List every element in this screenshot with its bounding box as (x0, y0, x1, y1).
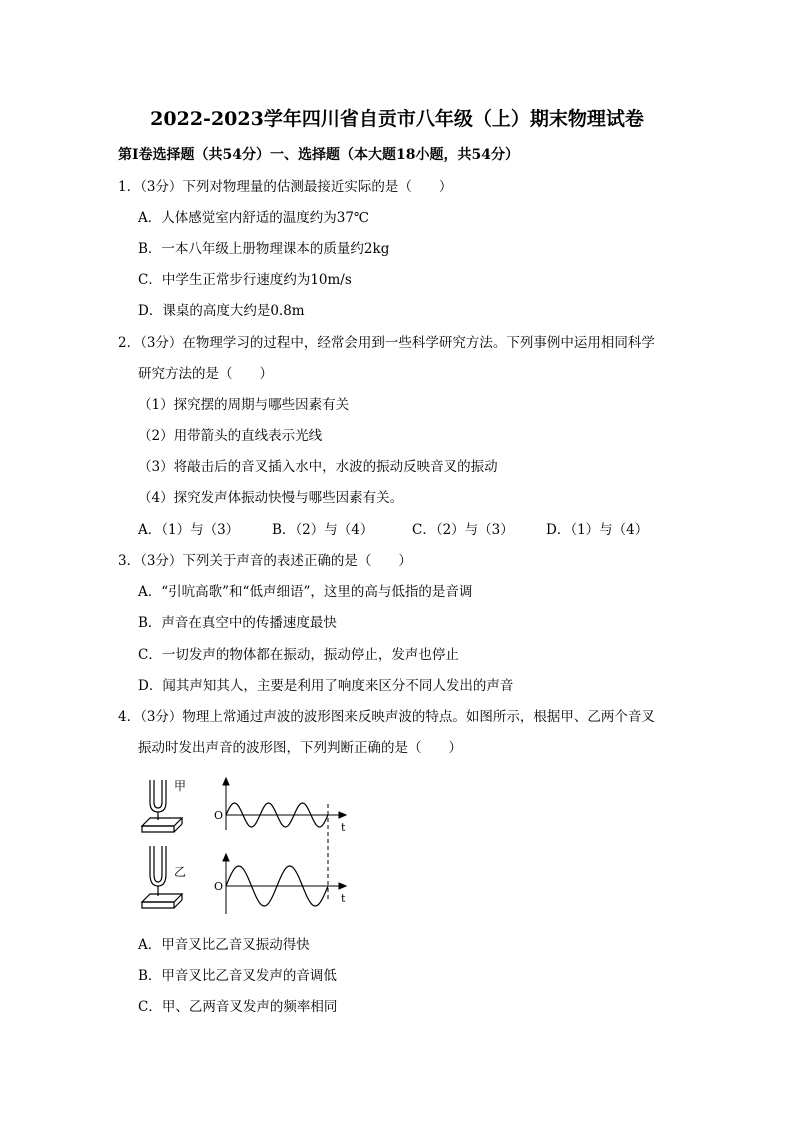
question-1-option-a: A．人体感觉室内舒适的温度约为37℃ (138, 210, 370, 226)
waveform-jia-t-label: t (341, 821, 346, 834)
waveform-jia-origin-label: O (214, 809, 224, 822)
question-1-stem: 1．（3分）下列对物理量的估测最接近实际的是（ ） (118, 179, 453, 195)
tuning-fork-waveform-figure (136, 774, 366, 920)
question-2-item-1: （1）探究摆的周期与哪些因素有关 (138, 397, 350, 413)
question-4-option-a: A．甲音叉比乙音叉振动得快 (138, 937, 310, 953)
question-4-stem-line-2: 振动时发出声音的波形图，下列判断正确的是（ ） (138, 740, 462, 756)
tuning-fork-yi-label: 乙 (174, 865, 187, 879)
question-2-option-a: A．（1）与（3） (138, 522, 240, 538)
page-title: 2022-2023学年四川省自贡市八年级（上）期末物理试卷 (150, 108, 644, 130)
question-4-option-b: B．甲音叉比乙音叉发声的音调低 (138, 968, 337, 984)
question-2-stem-line-2: 研究方法的是（ ） (138, 366, 273, 382)
question-2-option-d: D．（1）与（4） (546, 522, 649, 538)
question-2-item-4: （4）探究发声体振动快慢与哪些因素有关。 (138, 490, 404, 506)
question-2-stem-line-1: 2．（3分）在物理学习的过程中，经常会用到一些科学研究方法。下列事例中运用相同科学 (118, 335, 655, 351)
question-3-option-a: A．“引吭高歌”和“低声细语”，这里的高与低指的是音调 (138, 584, 473, 600)
question-4-option-c: C．甲、乙两音叉发声的频率相同 (138, 999, 338, 1015)
question-1-option-b: B．一本八年级上册物理课本的质量约2kg (138, 241, 390, 257)
waveform-yi-t-label: t (341, 892, 346, 905)
question-2-option-b: B．（2）与（4） (272, 522, 374, 538)
question-4-stem-line-1: 4．（3分）物理上常通过声波的波形图来反映声波的特点。如图所示，根据甲、乙两个音叉 (118, 709, 655, 725)
question-2-item-2: （2）用带箭头的直线表示光线 (138, 428, 323, 444)
question-3-option-c: C．一切发声的物体都在振动，振动停止，发声也停止 (138, 647, 459, 663)
tuning-fork-jia-label: 甲 (174, 779, 187, 793)
question-3-option-b: B．声音在真空中的传播速度最快 (138, 615, 337, 631)
question-2-item-3: （3）将敲击后的音叉插入水中，水波的振动反映音叉的振动 (138, 459, 498, 475)
question-3-stem: 3．（3分）下列关于声音的表述正确的是（ ） (118, 553, 412, 569)
question-3-option-d: D．闻其声知其人，主要是利用了响度来区分不同人发出的声音 (138, 678, 514, 694)
section-header: 第Ⅰ卷选择题（共54分）一、选择题（本大题18小题，共54分） (118, 147, 519, 163)
question-1-option-c: C．中学生正常步行速度约为10m/s (138, 272, 352, 288)
question-1-option-d: D．课桌的高度大约是0.8m (138, 303, 305, 319)
question-2-option-c: C．（2）与（3） (412, 522, 514, 538)
waveform-yi-origin-label: O (214, 880, 224, 893)
